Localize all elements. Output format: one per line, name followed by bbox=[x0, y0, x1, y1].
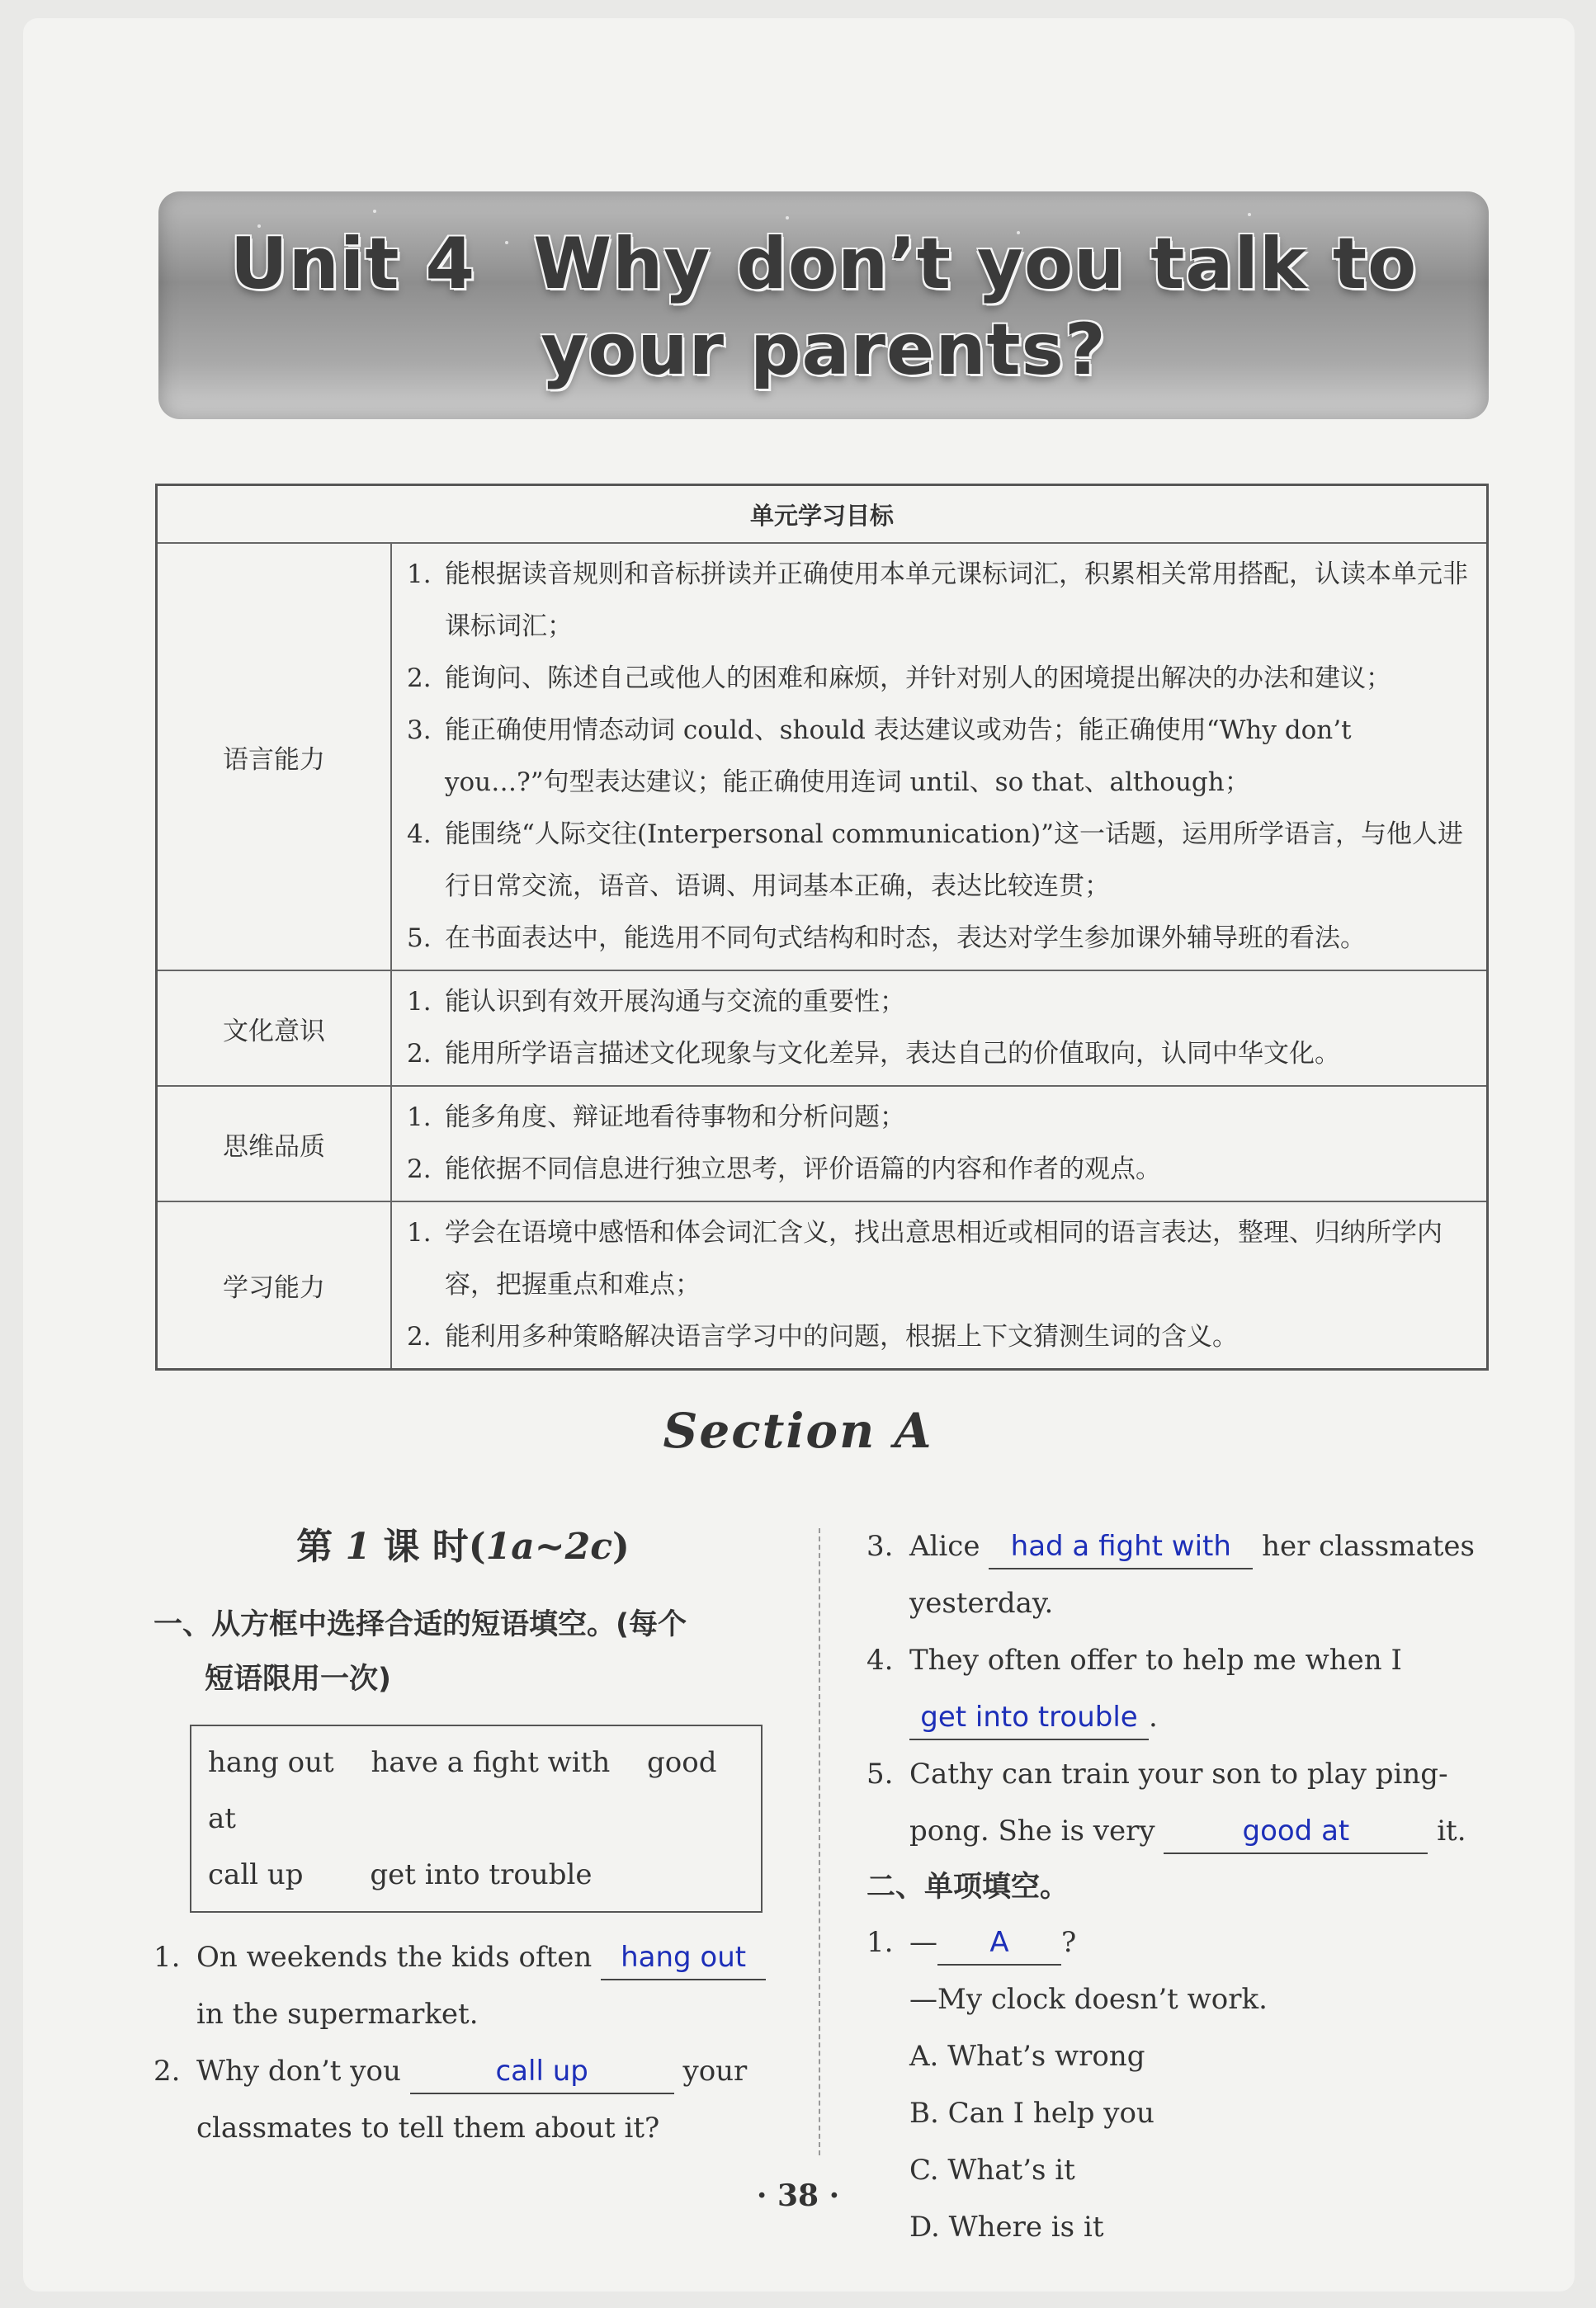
goals-items bbox=[391, 543, 1488, 970]
choice-reply: —My clock doesn’t work. bbox=[909, 1983, 1268, 2016]
left-column bbox=[153, 1518, 772, 2157]
goals-category: 语言能力 bbox=[157, 543, 392, 970]
option-b[interactable]: B. Can I help you bbox=[909, 2097, 1155, 2130]
unit-title-line2: your parents? bbox=[541, 309, 1107, 391]
column-divider bbox=[819, 1528, 820, 2155]
phrase-option: call up bbox=[208, 1858, 304, 1891]
question-item: 4. They often offer to help me when I get into trouble . bbox=[866, 1632, 1485, 1746]
option-d[interactable]: D. Where is it bbox=[909, 2211, 1104, 2244]
task2-heading: 二、单项填空。 bbox=[866, 1871, 1070, 1904]
goals-category: 学习能力 bbox=[157, 1201, 392, 1370]
question-item: 3. Alice had a fight with her classmates yesterday. bbox=[866, 1518, 1485, 1632]
goal-item: 1. 能认识到有效开展沟通与交流的重要性； bbox=[407, 987, 905, 1017]
goals-items bbox=[391, 970, 1488, 1086]
goals-row-learning bbox=[157, 1201, 1488, 1370]
question-item: 5. Cathy can train your son to play ping-pong. She is very good at it. bbox=[866, 1746, 1485, 1860]
phrase-option: good at bbox=[208, 1746, 717, 1835]
unit-title bbox=[158, 221, 1489, 393]
goal-item: 2. 能利用多种策略解决语言学习中的问题，根据上下文猜测生词的含义。 bbox=[407, 1322, 1238, 1352]
page-number: · 38 · bbox=[756, 2178, 840, 2213]
task1-heading: 一、从方框中选择合适的短语填空。(每个 短语限用一次) bbox=[153, 1608, 687, 1696]
goal-item: 1. 能多角度、辩证地看待事物和分析问题； bbox=[407, 1102, 905, 1132]
option-c[interactable]: C. What’s it bbox=[909, 2154, 1075, 2187]
goal-item: 4. 能围绕“人际交往(Interpersonal communication)”这一话题，运用所学语言，与他人进行日常交流，语音、语调、用词基本正确，表达比较连贯； bbox=[407, 819, 1464, 901]
goal-item: 2. 能依据不同信息进行独立思考，评价语篇的内容和作者的观点。 bbox=[407, 1154, 1161, 1184]
goals-header: 单元学习目标 bbox=[157, 485, 1488, 544]
choice-options bbox=[866, 2028, 1485, 2142]
goals-row-culture bbox=[157, 970, 1488, 1086]
unit-banner bbox=[158, 191, 1489, 419]
question-item: 1. On weekends the kids often hang out in the supermarket. bbox=[153, 1929, 772, 2043]
answer-blank[interactable]: call up bbox=[410, 2050, 674, 2094]
answer-blank[interactable]: had a fight with bbox=[989, 1525, 1253, 1569]
answer-blank[interactable]: get into trouble bbox=[909, 1696, 1149, 1740]
goal-item: 1. 能根据读音规则和音标拼读并正确使用本单元课标词汇，积累相关常用搭配，认读本单元非课标词汇； bbox=[407, 559, 1468, 641]
right-column bbox=[866, 1518, 1485, 2256]
goal-item: 2. 能用所学语言描述文化现象与文化差异，表达自己的价值取向，认同中华文化。 bbox=[407, 1039, 1340, 1069]
question-item: 2. Why don’t you call up your classmates to tell them about it? bbox=[153, 2043, 772, 2157]
goals-items bbox=[391, 1201, 1488, 1370]
phrase-option: hang out bbox=[208, 1746, 334, 1779]
goals-row-language bbox=[157, 543, 1488, 970]
unit-title-line1: Why don’t you talk to bbox=[533, 223, 1418, 305]
choice-question: 1. — A ? bbox=[866, 1914, 1485, 1971]
option-a[interactable]: A. What’s wrong bbox=[909, 2040, 1145, 2073]
answer-blank[interactable]: hang out bbox=[601, 1936, 766, 1980]
goal-item: 5. 在书面表达中，能选用不同句式结构和时态，表达对学生参加课外辅导班的看法。 bbox=[407, 923, 1366, 953]
goal-item: 2. 能询问、陈述自己或他人的困难和麻烦，并针对别人的困境提出解决的办法和建议； bbox=[407, 663, 1391, 693]
answer-blank[interactable]: A bbox=[937, 1921, 1061, 1966]
goals-category: 思维品质 bbox=[157, 1086, 392, 1201]
unit-label: Unit 4 bbox=[229, 223, 476, 305]
lesson-title: 第 1 课 时(1a~2c) bbox=[296, 1526, 630, 1568]
phrase-option: have a fight with bbox=[371, 1746, 611, 1779]
section-title: Section A bbox=[663, 1403, 933, 1459]
goal-item: 3. 能正确使用情态动词 could、should 表达建议或劝告；能正确使用“Why don’t you…?”句型表达建议；能正确使用连词 until、so that、although； bbox=[407, 715, 1352, 797]
goals-items bbox=[391, 1086, 1488, 1201]
phrase-box bbox=[190, 1725, 763, 1913]
goal-item: 1. 学会在语境中感悟和体会词汇含义，找出意思相近或相同的语言表达，整理、归纳所学内容，把握重点和难点； bbox=[407, 1218, 1443, 1300]
learning-goals-table bbox=[155, 484, 1489, 1371]
goals-row-thinking bbox=[157, 1086, 1488, 1201]
phrase-option: get into trouble bbox=[370, 1858, 593, 1891]
answer-blank[interactable]: good at bbox=[1164, 1810, 1428, 1854]
goals-category: 文化意识 bbox=[157, 970, 392, 1086]
